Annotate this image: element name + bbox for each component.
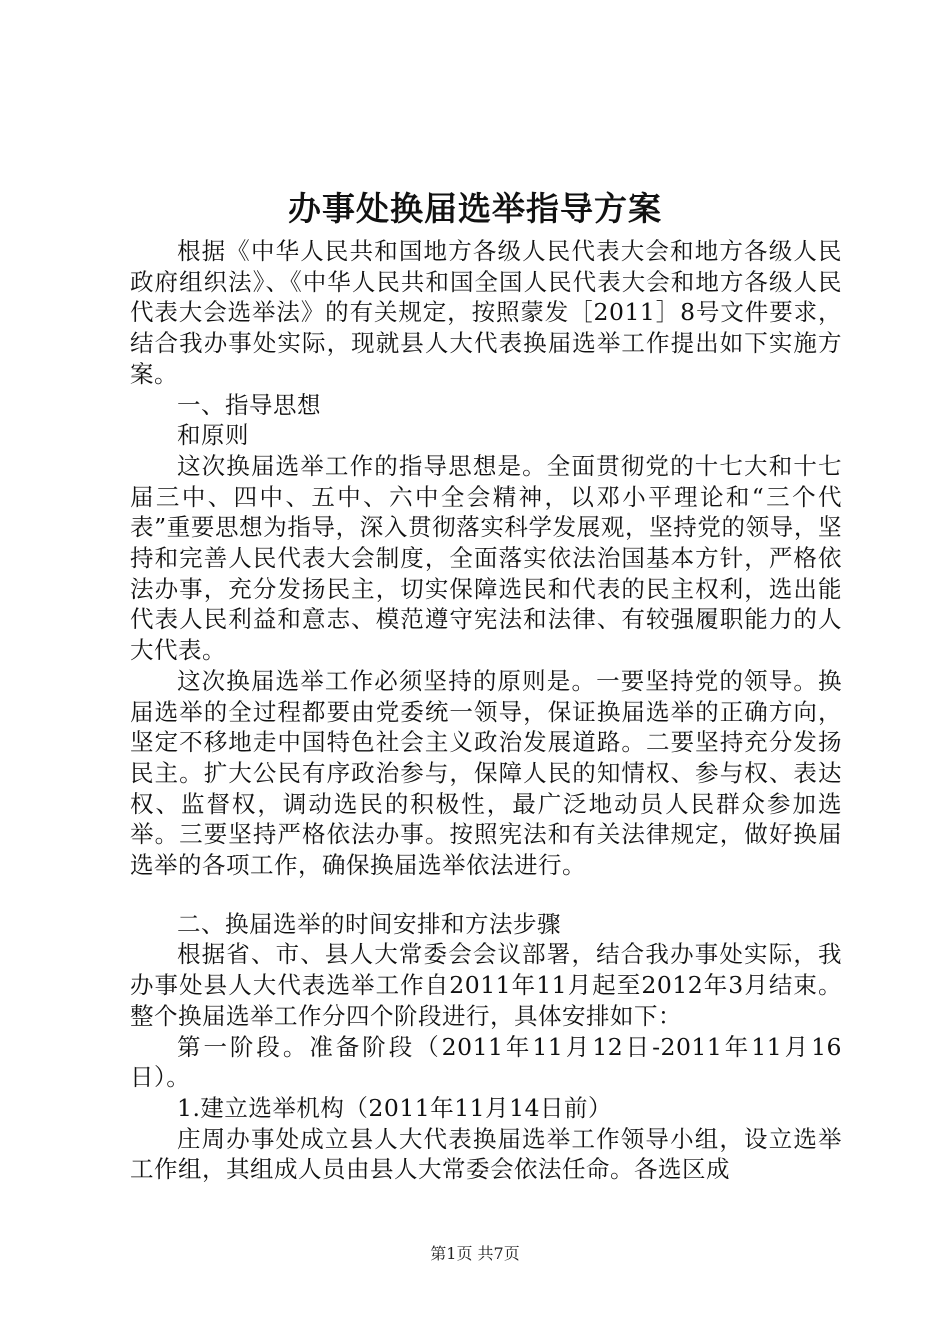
paragraph-item-one-detail: 庄周办事处成立县人大代表换届选举工作领导小组，设立选举工作组，其组成人员由县人大常委会依法任命。各选区成 xyxy=(130,1124,842,1184)
paragraph-stage-one: 第一阶段。准备阶段（2011年11月12日-2011年11月16日）。 xyxy=(130,1032,842,1092)
paragraph-schedule: 根据省、市、县人大常委会会议部署，结合我办事处实际，我办事处县人大代表选举工作自2011年11月起至2012年3月结束。整个换届选举工作分四个阶段进行，具体安排如下： xyxy=(130,940,842,1030)
heading-schedule: 二、换届选举的时间安排和方法步骤 xyxy=(177,909,561,938)
paragraph-intro: 根据《中华人民共和国地方各级人民代表大会和地方各级人民政府组织法》、《中华人民共和国全国人民代表大会和地方各级人民代表大会选举法》的有关规定，按照蒙发［2011］8号文件要求，结合我办事处实际，现就县人大代表换届选举工作提出如下实施方案。 xyxy=(130,237,842,388)
document-body xyxy=(130,236,842,1185)
heading-principles: 和原则 xyxy=(177,421,249,450)
document-title: 办事处换届选举指导方案 xyxy=(288,189,662,228)
page-number: 第1页 共7页 xyxy=(430,1244,520,1263)
heading-guiding-thought: 一、指导思想 xyxy=(177,390,321,419)
paragraph-item-one: 1.建立选举机构（2011年11月14日前） xyxy=(177,1093,613,1122)
paragraph-principles: 这次换届选举工作必须坚持的原则是。一要坚持党的领导。换届选举的全过程都要由党委统一领导，保证换届选举的正确方向，坚定不移地走中国特色社会主义政治发展道路。二要坚持充分发扬民主。扩大公民有序政治参与，保障人民的知情权、参与权、表达权、监督权，调动选民的积极性，最广泛地动员人民群众参加选举。三要坚持严格依法办事。按照宪法和有关法律规定，做好换届选举的各项工作，确保换届选举依法进行。 xyxy=(130,666,842,880)
paragraph-guiding-thought: 这次换届选举工作的指导思想是。全面贯彻党的十七大和十七届三中、四中、五中、六中全会精神，以邓小平理论和“三个代表”重要思想为指导，深入贯彻落实科学发展观，坚持党的领导，坚持和完善人民代表大会制度，全面落实依法治国基本方针，严格依法办事，充分发扬民主，切实保障选民和代表的民主权利，选出能代表人民利益和意志、模范遵守宪法和法律、有较强履职能力的人大代表。 xyxy=(130,451,842,665)
